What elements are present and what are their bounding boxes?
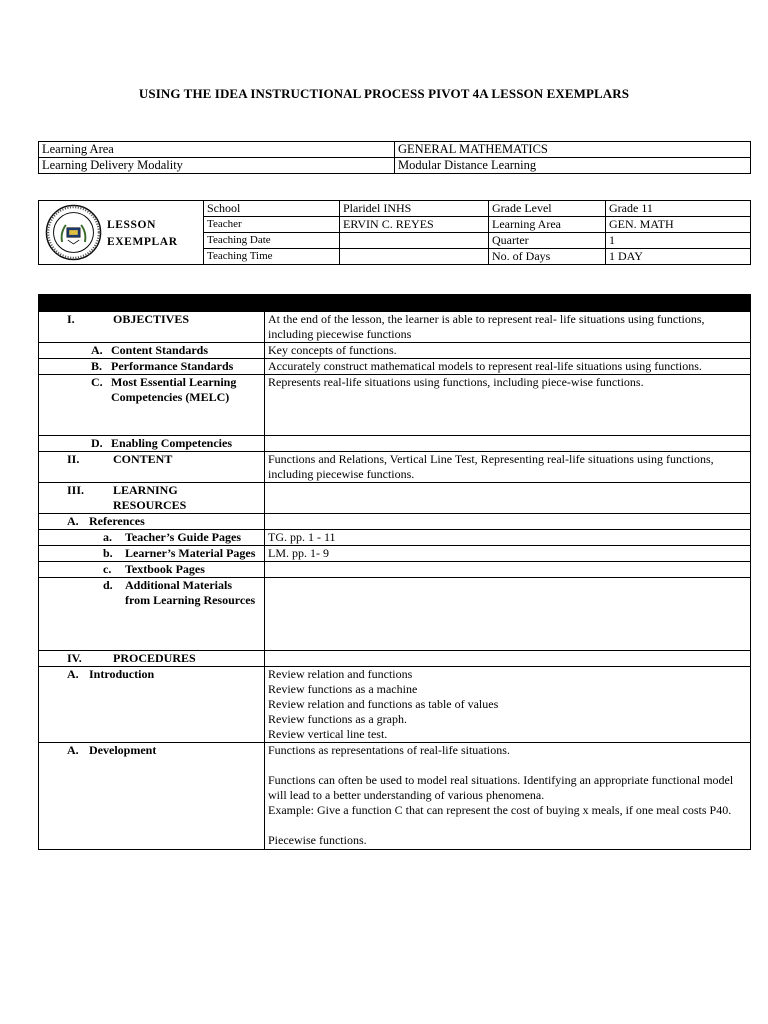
dev-letter: A. — [67, 743, 79, 757]
dev-piecewise: Piecewise functions. — [268, 833, 367, 847]
learning-area-label: Learning Area — [39, 142, 395, 158]
days-value: 1 DAY — [606, 249, 751, 265]
content-standards-label: Content Standards — [111, 343, 209, 357]
tb-text — [265, 562, 751, 578]
tg-letter: a. — [103, 530, 112, 544]
intro-letter: A. — [67, 667, 79, 681]
intro-line: Review relation and functions as table of values — [268, 697, 499, 711]
content-standards-text: Key concepts of functions. — [265, 343, 751, 359]
dev-paragraph: Functions can often be used to model real situations. Identifying an appropriate functional model will lead to a better understanding of various phenomena. — [268, 773, 734, 802]
intro-label: Introduction — [89, 667, 155, 681]
procedures-row — [39, 651, 751, 667]
intro-line: Review relation and functions — [268, 667, 413, 681]
lesson-exemplar-header-table — [38, 200, 751, 265]
development-text — [265, 743, 751, 850]
enabling-text — [265, 436, 751, 452]
enabling-letter: D. — [91, 436, 103, 450]
introduction-row — [39, 667, 751, 743]
lm-letter: b. — [103, 546, 113, 560]
header-bar — [39, 295, 751, 312]
objectives-row — [39, 312, 751, 343]
lesson-label-line2: EXEMPLAR — [107, 236, 178, 248]
quarter-value: 1 — [606, 233, 751, 249]
references-letter: A. — [67, 514, 79, 528]
performance-standards-label: Performance Standards — [111, 359, 234, 373]
development-row — [39, 743, 751, 850]
lm-text: LM. pp. 1- 9 — [265, 546, 751, 562]
area-label: Learning Area — [489, 217, 606, 233]
area-value: GEN. MATH — [606, 217, 751, 233]
additional-materials-row — [39, 578, 751, 651]
modality-label: Learning Delivery Modality — [39, 158, 395, 174]
melc-row — [39, 375, 751, 436]
teaching-date-label: Teaching Date — [204, 233, 340, 249]
objectives-text: At the end of the lesson, the learner is able to represent real- life situations using functions, including piecewise functions — [265, 312, 751, 343]
intro-line: Review functions as a graph. — [268, 712, 407, 726]
days-label: No. of Days — [489, 249, 606, 265]
learners-material-row — [39, 546, 751, 562]
intro-line: Review vertical line test. — [268, 727, 388, 741]
quarter-label: Quarter — [489, 233, 606, 249]
page-title: USING THE IDEA INSTRUCTIONAL PROCESS PIVOT 4A LESSON EXEMPLARS — [138, 86, 630, 101]
references-text — [265, 514, 751, 530]
grade-value: Grade 11 — [606, 201, 751, 217]
teaching-time-value — [340, 249, 489, 265]
resources-label: LEARNING RESOURCES — [113, 483, 187, 512]
procedures-text — [265, 651, 751, 667]
melc-text: Represents real-life situations using functions, including piece-wise functions. — [265, 375, 751, 436]
content-number: II. — [67, 452, 80, 466]
procedures-label: PROCEDURES — [113, 651, 196, 665]
content-standards-row — [39, 343, 751, 359]
add-label: Additional Materials from Learning Resources — [125, 578, 256, 607]
melc-label: Most Essential Learning Competencies (MELC) — [111, 375, 237, 404]
enabling-competencies-row — [39, 436, 751, 452]
resources-text — [265, 483, 751, 514]
grade-label: Grade Level — [489, 201, 606, 217]
lesson-label-line1: LESSON — [107, 219, 156, 231]
school-seal-icon — [45, 204, 102, 261]
objectives-number: I. — [67, 312, 75, 326]
school-value: Plaridel INHS — [340, 201, 489, 217]
lm-label: Learner’s Material Pages — [125, 546, 256, 560]
logo-cell — [39, 201, 204, 265]
learning-info-table — [38, 141, 751, 174]
dev-label: Development — [89, 743, 157, 757]
dev-example: Example: Give a function C that can represent the cost of buying x meals, if one meal costs P40. — [268, 803, 732, 817]
add-letter: d. — [103, 578, 113, 592]
objectives-label: OBJECTIVES — [113, 312, 190, 326]
tb-label: Textbook Pages — [125, 562, 205, 576]
teacher-value: ERVIN C. REYES — [340, 217, 489, 233]
teachers-guide-row — [39, 530, 751, 546]
enabling-label: Enabling Competencies — [111, 436, 233, 450]
references-row — [39, 514, 751, 530]
performance-standards-letter: B. — [91, 359, 103, 373]
learning-resources-row — [39, 483, 751, 514]
resources-number: III. — [67, 483, 85, 497]
school-label: School — [204, 201, 340, 217]
content-row — [39, 452, 751, 483]
tb-letter: c. — [103, 562, 112, 576]
add-text — [265, 578, 751, 651]
content-standards-letter: A. — [91, 343, 103, 357]
learning-area-value: GENERAL MATHEMATICS — [395, 142, 751, 158]
procedures-number: IV. — [67, 651, 82, 665]
teaching-date-value — [340, 233, 489, 249]
teaching-time-label: Teaching Time — [204, 249, 340, 265]
modality-value: Modular Distance Learning — [395, 158, 751, 174]
tg-label: Teacher’s Guide Pages — [125, 530, 241, 544]
content-text: Functions and Relations, Vertical Line Test, Representing real-life situations using functions, including piecewise functions. — [265, 452, 751, 483]
dev-line1: Functions as representations of real-life situations. — [268, 743, 510, 757]
tg-text: TG. pp. 1 - 11 — [265, 530, 751, 546]
textbook-pages-row — [39, 562, 751, 578]
melc-letter: C. — [91, 375, 103, 389]
intro-line: Review functions as a machine — [268, 682, 418, 696]
content-label: CONTENT — [113, 452, 173, 466]
lesson-plan-table — [38, 294, 751, 850]
lesson-exemplar-label — [107, 217, 178, 251]
performance-standards-text: Accurately construct mathematical models to represent real-life situations using functions. — [265, 359, 751, 375]
performance-standards-row — [39, 359, 751, 375]
teacher-label: Teacher — [204, 217, 340, 233]
introduction-text — [265, 667, 751, 743]
references-label: References — [89, 514, 145, 528]
